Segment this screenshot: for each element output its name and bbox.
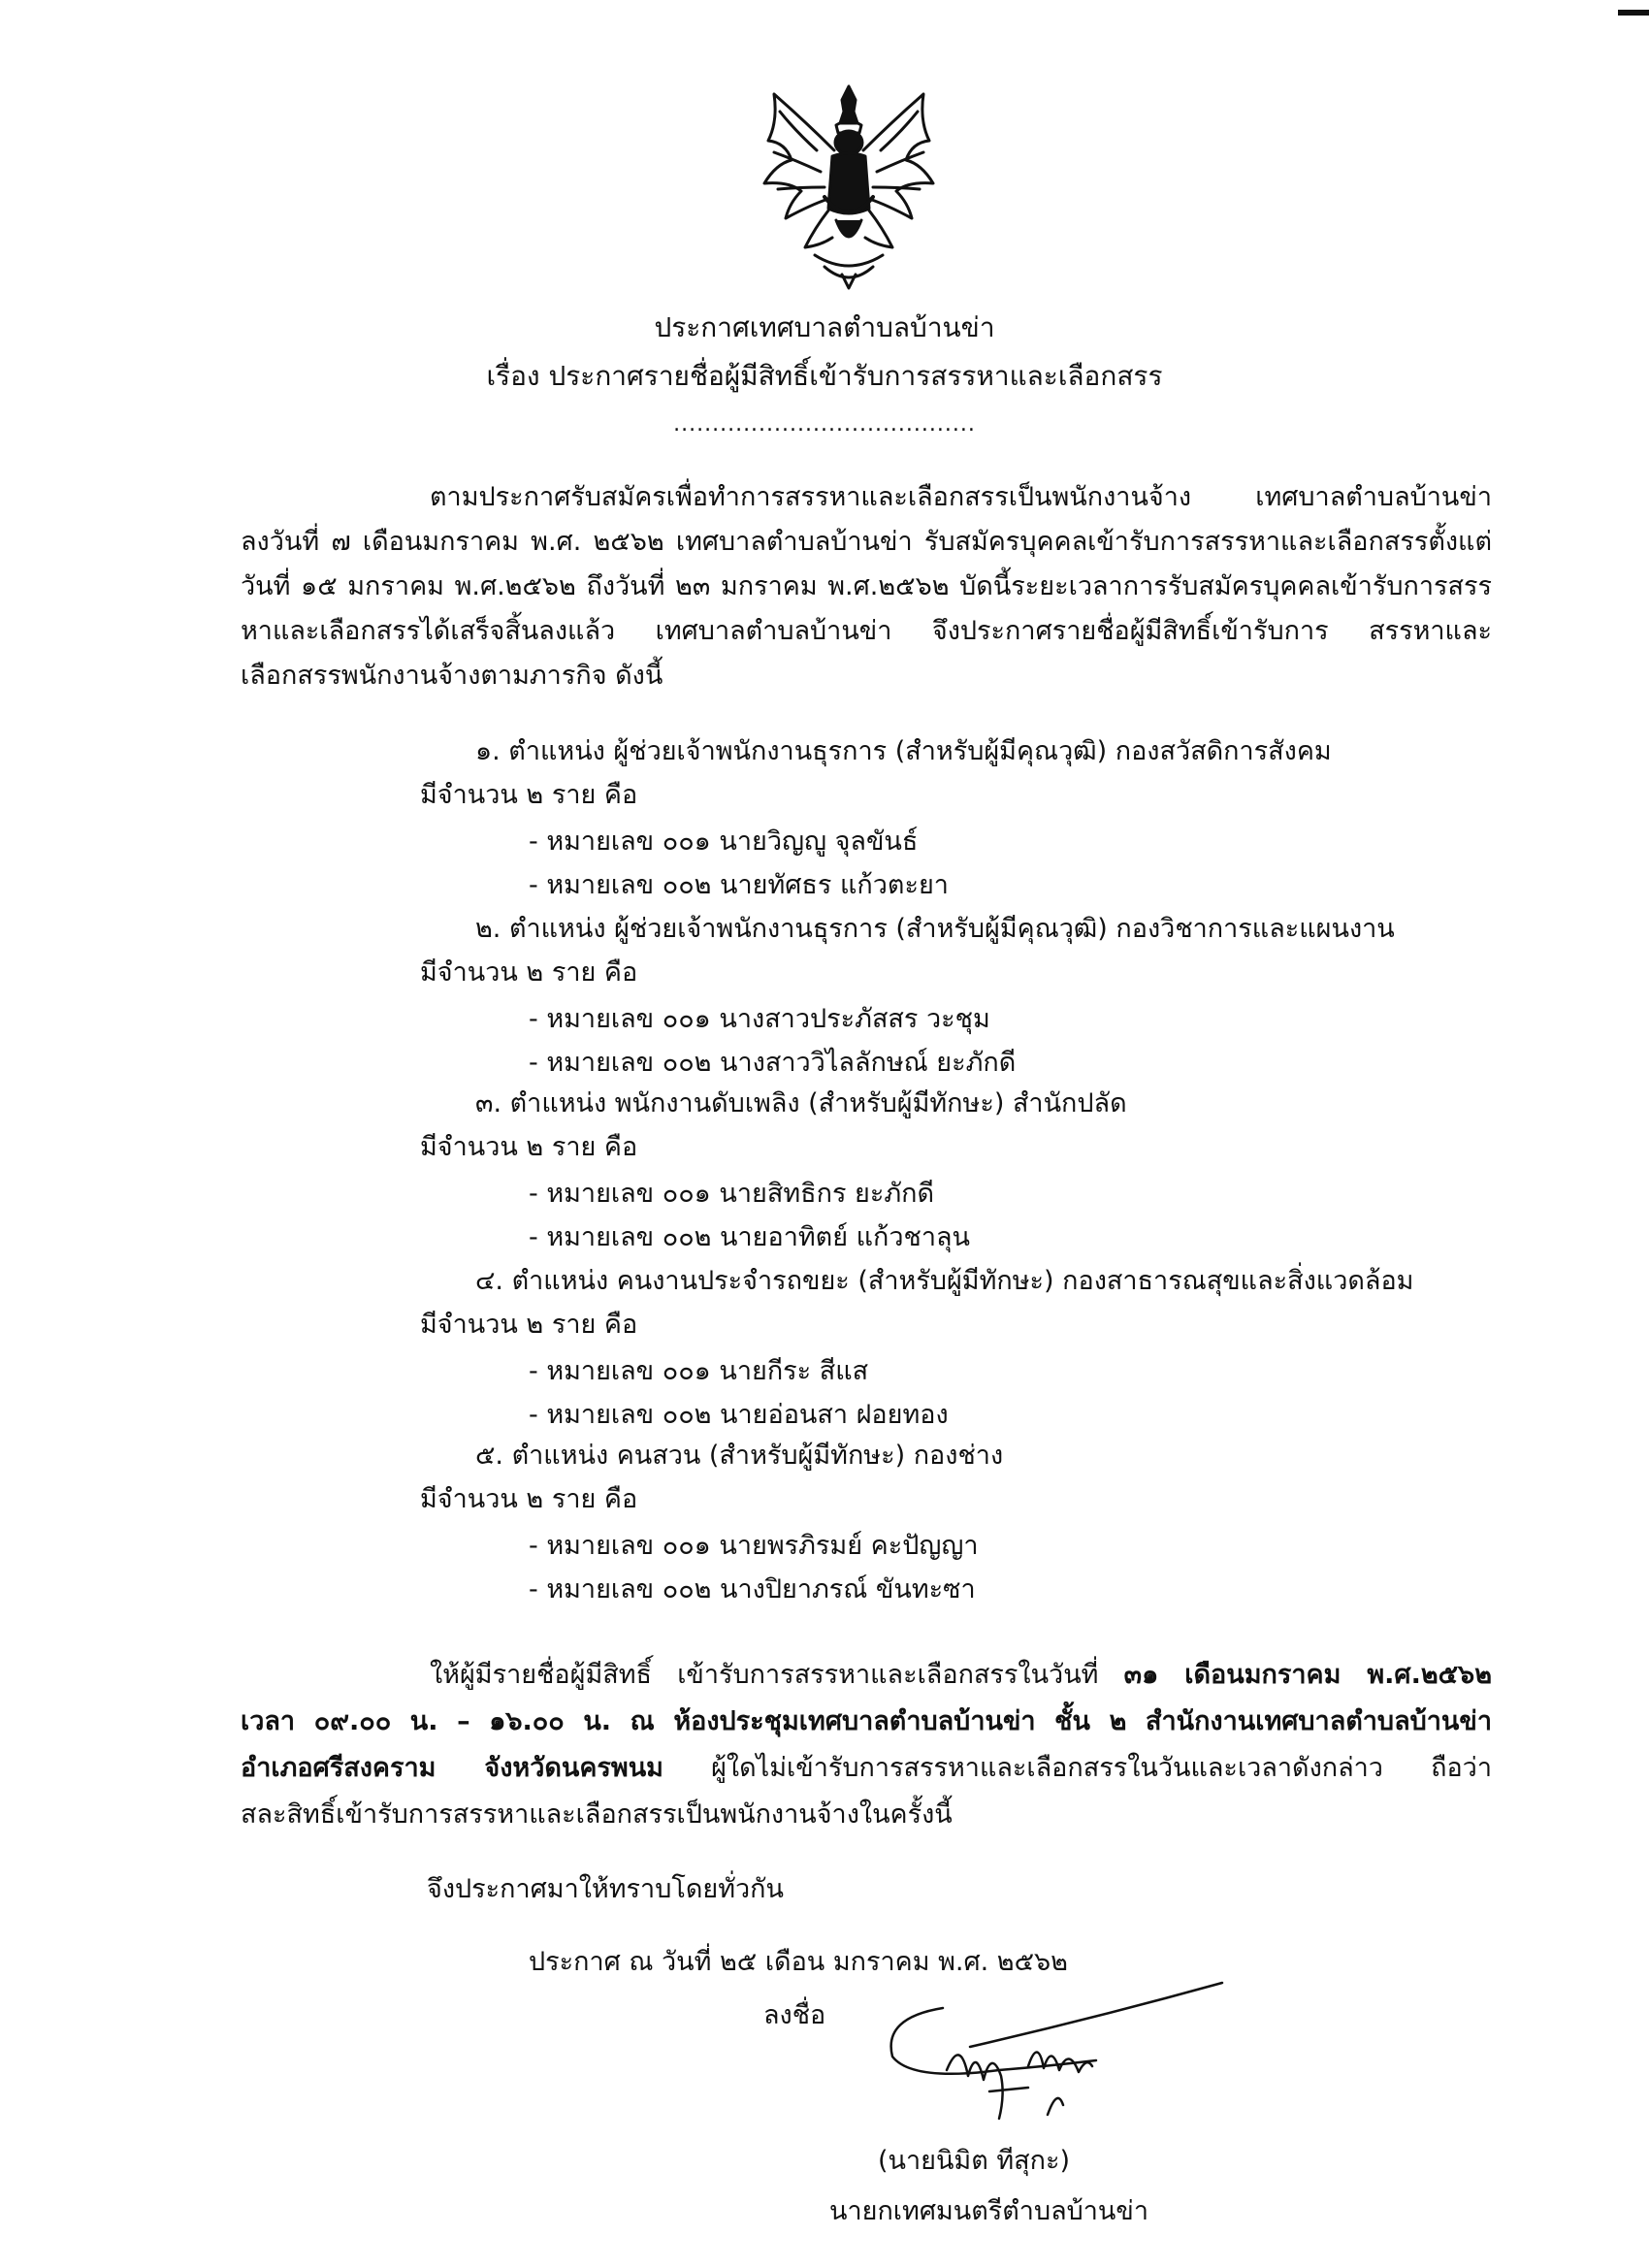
intro-line: ตามประกาศรับสมัครเพื่อทำการสรรหาและเลือกสรรเป็นพนักงานจ้าง เทศบาลตำบลบ้านข่า <box>430 482 1492 512</box>
intro-line: เลือกสรรพนักงานจ้างตามภารกิจ ดังนี้ <box>241 661 663 691</box>
notice-district: อำเภอศรีสงคราม จังหวัดนครพนม <box>241 1753 663 1783</box>
notice-date: ๓๑ เดือนมกราคม พ.ศ.๒๕๖๒ <box>1123 1660 1492 1690</box>
candidate-item: - หมายเลข ๐๐๑ นายกีระ สีแส <box>529 1356 869 1386</box>
handwritten-signature <box>854 1979 1242 2144</box>
position-title: ๔. ตำแหน่ง คนงานประจำรถขยะ (สำหรับผู้มีทักษะ) กองสาธารณสุขและสิ่งแวดล้อม <box>475 1266 1414 1296</box>
position-count: มีจำนวน ๒ ราย คือ <box>420 957 638 988</box>
garuda-emblem-icon <box>757 82 941 291</box>
position-title: ๑. ตำแหน่ง ผู้ช่วยเจ้าพนักงานธุรการ (สำหรับผู้มีคุณวุฒิ) กองสวัสดิการสังคม <box>475 736 1332 766</box>
separator-dots: ....................................... <box>673 412 976 437</box>
intro-line: ลงวันที่ ๗ เดือนมกราคม พ.ศ. ๒๕๖๒ เทศบาลตำบลบ้านข่า รับสมัครบุคคลเข้ารับการสรรหาและเลือกสรรตั้งแต่ <box>241 527 1492 557</box>
intro-paragraph <box>241 475 1492 698</box>
announcement-subject: เรื่อง ประกาศรายชื่อผู้มีสิทธิ์เข้ารับการสรรหาและเลือกสรร <box>486 360 1163 392</box>
notice-text: ผู้ใดไม่เข้ารับการสรรหาและเลือกสรรในวันและเวลาดังกล่าว ถือว่า <box>663 1753 1492 1783</box>
position-count: มีจำนวน ๒ ราย คือ <box>420 1484 638 1514</box>
candidate-item: - หมายเลข ๐๐๒ นางปิยาภรณ์ ขันทะซา <box>529 1574 976 1604</box>
candidate-item: - หมายเลข ๐๐๑ นางสาวประภัสสร วะชุม <box>529 1004 990 1034</box>
announcement-org: ประกาศเทศบาลตำบลบ้านข่า <box>654 311 995 343</box>
candidate-item: - หมายเลข ๐๐๒ นายอาทิตย์ แก้วชาลุน <box>529 1222 971 1252</box>
candidate-item: - หมายเลข ๐๐๒ นายทัศธร แก้วตะยา <box>529 870 949 900</box>
announce-date: ประกาศ ณ วันที่ ๒๕ เดือน มกราคม พ.ศ. ๒๕๖๒ <box>529 1947 1068 1977</box>
edge-mark <box>1618 10 1649 16</box>
notice-paragraph <box>241 1652 1492 1838</box>
notice-line: สละสิทธิ์เข้ารับการสรรหาและเลือกสรรเป็นพนักงานจ้างในครั้งนี้ <box>241 1799 953 1830</box>
candidate-item: - หมายเลข ๐๐๑ นายสิทธิกร ยะภักดี <box>529 1179 935 1209</box>
intro-line: วันที่ ๑๕ มกราคม พ.ศ.๒๕๖๒ ถึงวันที่ ๒๓ มกราคม พ.ศ.๒๕๖๒ บัดนี้ระยะเวลาการรับสมัครบุคคลเข้ารับการสรร <box>241 571 1492 601</box>
position-count: มีจำนวน ๒ ราย คือ <box>420 1132 638 1162</box>
candidate-item: - หมายเลข ๐๐๒ นางสาววิไลลักษณ์ ยะภักดี <box>529 1048 1017 1078</box>
candidate-item: - หมายเลข ๐๐๑ นายพรภิรมย์ คะปัญญา <box>529 1531 979 1561</box>
position-title: ๕. ตำแหน่ง คนสวน (สำหรับผู้มีทักษะ) กองช่าง <box>475 1441 1004 1471</box>
notice-text: ให้ผู้มีรายชื่อผู้มีสิทธิ์ เข้ารับการสรรหาและเลือกสรรในวันที่ <box>430 1660 1124 1690</box>
notice-line <box>241 1745 1492 1792</box>
notice-line <box>241 1652 1492 1699</box>
closing-announce: จึงประกาศมาให้ทราบโดยทั่วกัน <box>427 1874 784 1904</box>
candidate-item: - หมายเลข ๐๐๒ นายอ่อนสา ฝอยทอง <box>529 1400 949 1430</box>
position-count: มีจำนวน ๒ ราย คือ <box>420 780 638 810</box>
intro-line: หาและเลือกสรรได้เสร็จสิ้นลงแล้ว เทศบาลตำบลบ้านข่า จึงประกาศรายชื่อผู้มีสิทธิ์เข้ารับการ สรรหาและ <box>241 616 1492 646</box>
candidate-item: - หมายเลข ๐๐๑ นายวิญญู จุลขันธ์ <box>529 826 919 857</box>
notice-time-place: เวลา ๐๙.๐๐ น. – ๑๖.๐๐ น. ณ ห้องประชุมเทศบาลตำบลบ้านข่า ชั้น ๒ สำนักงานเทศบาลตำบลบ้านข่า <box>241 1706 1492 1736</box>
position-title: ๓. ตำแหน่ง พนักงานดับเพลิง (สำหรับผู้มีทักษะ) สำนักปลัด <box>475 1088 1127 1118</box>
signer-title: นายกเทศมนตรีตำบลบ้านข่า <box>829 2196 1148 2226</box>
signer-name: (นายนิมิต ทีสุกะ) <box>878 2146 1071 2176</box>
position-count: มีจำนวน ๒ ราย คือ <box>420 1310 638 1340</box>
sign-label: ลงชื่อ <box>763 2000 826 2030</box>
position-title: ๒. ตำแหน่ง ผู้ช่วยเจ้าพนักงานธุรการ (สำหรับผู้มีคุณวุฒิ) กองวิชาการและแผนงาน <box>475 914 1395 944</box>
